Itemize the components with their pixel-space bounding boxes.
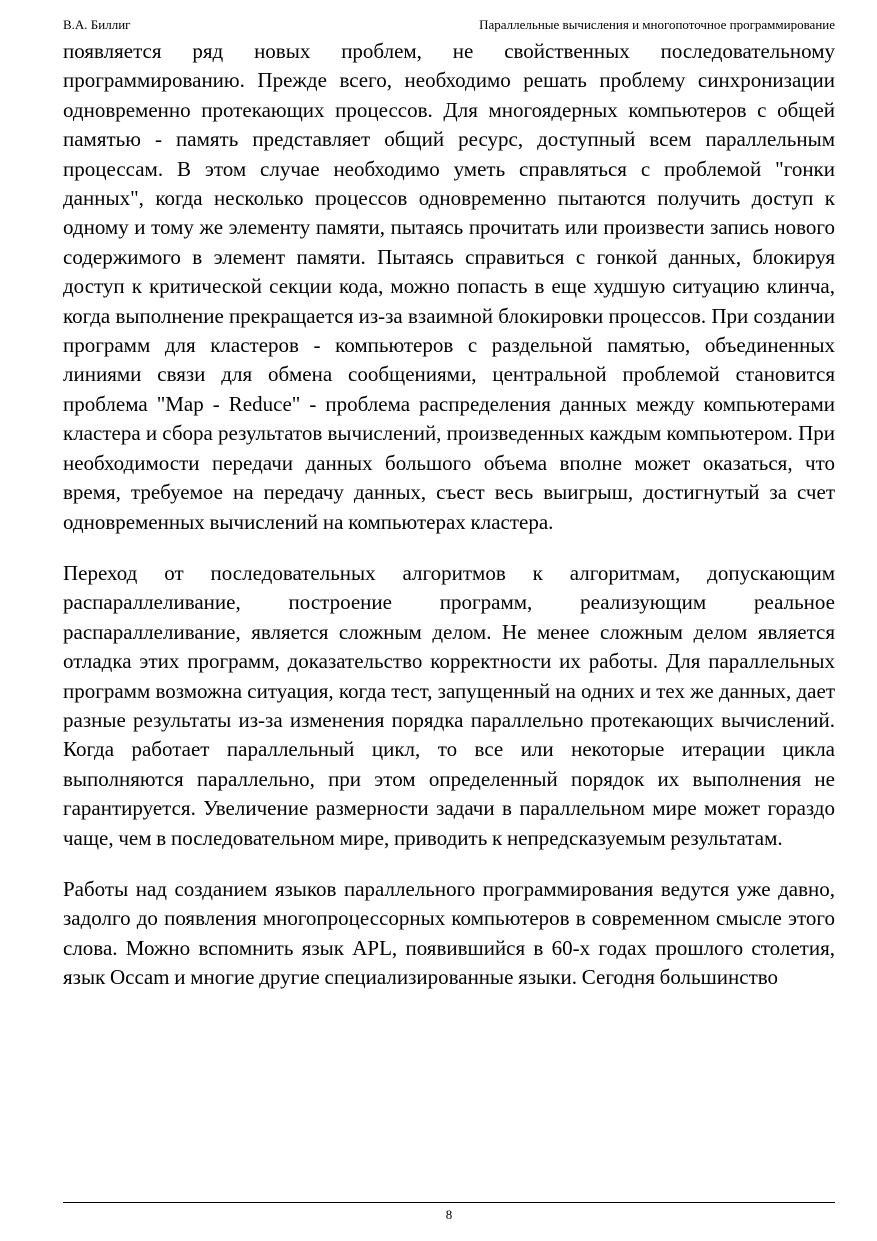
running-header	[63, 16, 835, 34]
document-page	[63, 0, 835, 1241]
paragraph-3: Работы над созданием языков параллельного программирования ведутся уже давно, задолго до появления многопроцессорных компьютеров в современном смысле этого слова. Можно вспомнить язык APL, появившийся в 60-х годах прошлого столетия, язык Occam и многие другие специализированные языки. Сегодня большинство	[63, 876, 835, 990]
body-text	[63, 37, 835, 1015]
header-author: В.А. Биллиг	[63, 17, 131, 32]
header-title: Параллельные вычисления и многопоточное программирование	[479, 17, 835, 32]
paragraph-1: появляется ряд новых проблем, не свойственных последовательному программированию. Прежде всего, необходимо решать проблему синхронизации одновременно протекающих процессов. Для многоядерных компьютеров с общей памятью - память представляет общий ресурс, доступный всем параллельным процессам. В этом случае необходимо уметь справляться с проблемой "гонки данных", когда несколько процессов одновременно пытаются получить доступ к одному и тому же элементу памяти, пытаясь прочитать или произвести запись нового содержимого в элемент памяти. Пытаясь справиться с гонкой данных, блокируя доступ к критической секции кода, можно попасть в еще худшую ситуацию клинча, когда выполнение прекращается из-за взаимной блокировки процессов. При создании программ для кластеров - компьютеров с раздельной памятью, объединенных линиями связи для обмена сообщениями, центральной проблемой становится проблема "Map - Reduce" - проблема распределения данных между компьютерами кластера и сбора результатов вычислений, произведенных каждым компьютером. При необходимости передачи данных большого объема вполне может оказаться, что время, требуемое на передачу данных, съест весь выигрыш, достигнутый за счет одновременных вычислений на компьютерах кластера.	[63, 39, 835, 534]
page-number: 8	[445, 1207, 453, 1222]
paragraph-2: Переход от последовательных алгоритмов к алгоритмам, допускающим распараллеливание, построение программ, реализующим реальное распараллеливание, является сложным делом. Не менее сложным делом является отладка этих программ, доказательство корректности их работы. Для параллельных программ возможна ситуация, когда тест, запущенный на одних и тех же данных, дает разные результаты из-за изменения порядка параллельно протекающих вычислений. Когда работает параллельный цикл, то все или некоторые итерации цикла выполняются параллельно, при этом определенный порядок их выполнения не гарантируется. Увеличение размерности задачи в параллельном мире может гораздо чаще, чем в последовательном мире, приводить к непредсказуемым результатам.	[63, 560, 835, 850]
footer-divider	[63, 1202, 835, 1203]
